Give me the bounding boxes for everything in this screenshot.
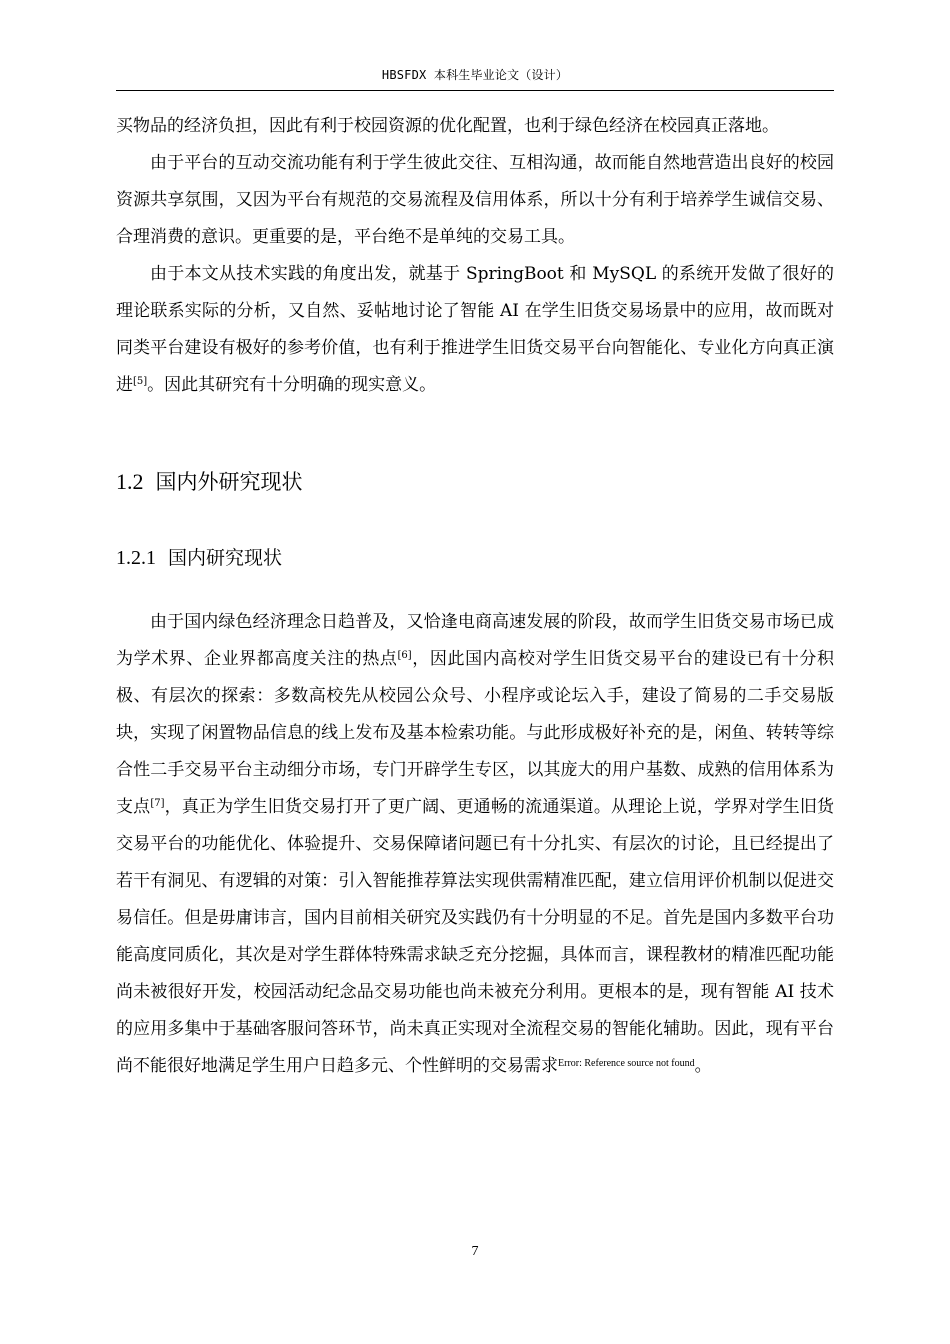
page-header: HBSFDX 本科生毕业论文（设计） [381, 68, 569, 82]
domestic-text-4: 。 [694, 1056, 712, 1076]
paragraph-continued: 买物品的经济负担，因此有利于校园资源的优化配置，也利于绿色经济在校园真正落地。 [116, 116, 779, 136]
page-number: 7 [471, 1244, 479, 1259]
subsection-title: 国内研究现状 [168, 547, 283, 569]
domestic-text-1: 由于国内绿色经济理念日趋普及，又恰逢电商高速发展的阶段，故而学生旧货交易市场已成为学术界、企业界都高度关注的热点 [116, 612, 834, 669]
domestic-research-section [116, 604, 834, 1085]
section-number: 1.2 [116, 469, 144, 494]
paragraph-interaction: 由于平台的互动交流功能有利于学生彼此交往、互相沟通，故而能自然地营造出良好的校园资源共享氛围，又因为平台有规范的交易流程及信用体系，所以十分有利于培养学生诚信交易、合理消费的意识。更重要的是，平台绝不是单纯的交易工具。 [116, 153, 834, 247]
section-title: 国内外研究现状 [155, 470, 303, 494]
header-rule [116, 90, 834, 91]
citation-7[interactable]: [7] [150, 798, 165, 809]
section-heading-1-2 [116, 466, 303, 496]
broken-reference: Error: Reference source not found [558, 1058, 695, 1069]
subsection-number: 1.2.1 [116, 547, 156, 569]
intro-section [116, 108, 834, 404]
paragraph-significance-end: 。因此其研究有十分明确的现实意义。 [147, 375, 437, 395]
paragraph-significance-text: 由于本文从技术实践的角度出发，就基于 SpringBoot 和 MySQL 的系统开发做了很好的理论联系实际的分析，又自然、妥帖地讨论了智能 AI 在学生旧货交易场景中的应用，故而既对同类平台建设有极好的参考价值，也有利于推进学生旧货交易平台向智能化、专业化方向真正演进 [116, 264, 834, 395]
domestic-text-3: ，真正为学生旧货交易打开了更广阔、更通畅的流通渠道。从理论上说，学界对学生旧货交易平台的功能优化、体验提升、交易保障诸问题已有十分扎实、有层次的讨论，且已经提出了若干有洞见、有逻辑的对策：引入智能推荐算法实现供需精准匹配，建立信用评价机制以促进交易信任。但是毋庸讳言，国内目前相关研究及实践仍有十分明显的不足。首先是国内多数平台功能高度同质化，其次是对学生群体特殊需求缺乏充分挖掘，具体而言，课程教材的精准匹配功能尚未被很好开发，校园活动纪念品交易功能也尚未被充分利用。更根本的是，现有智能 AI 技术的应用多集中于基础客服问答环节，尚未真正实现对全流程交易的智能化辅助。因此，现有平台尚不能很好地满足学生用户日趋多元、个性鲜明的交易需求 [116, 797, 835, 1076]
subsection-heading-1-2-1 [116, 543, 282, 570]
paragraph-domestic-research [116, 604, 834, 1085]
paragraph-significance [116, 256, 834, 404]
citation-5[interactable]: [5] [133, 376, 148, 387]
domestic-text-2: ，因此国内高校对学生旧货交易平台的建设已有十分积极、有层次的探索：多数高校先从校园公众号、小程序或论坛入手，建设了简易的二手交易版块，实现了闲置物品信息的线上发布及基本检索功能。与此形成极好补充的是，闲鱼、转转等综合性二手交易平台主动细分市场，专门开辟学生专区，以其庞大的用户基数、成熟的信用体系为支点 [116, 649, 834, 817]
citation-6[interactable]: [6] [397, 650, 412, 661]
